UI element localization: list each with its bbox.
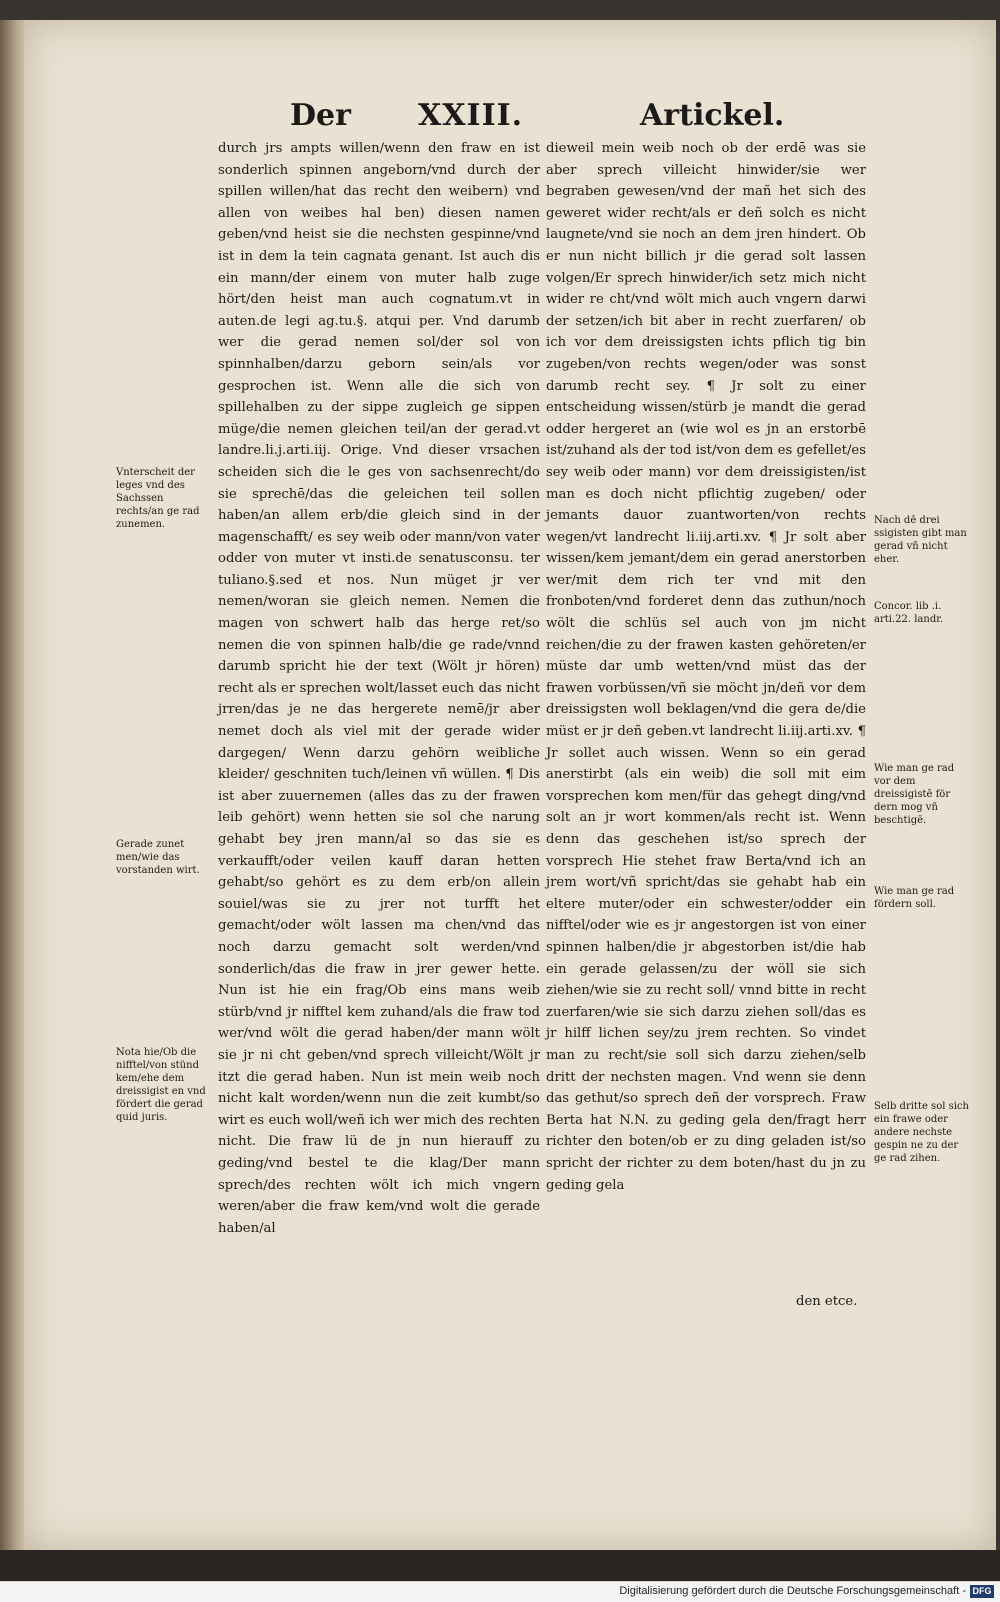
right-column-text: dieweil mein weib noch ob der erdē was sie aber sprech villeicht hinwider/sie wer begraben gewesen/vnd der mañ het sich des geweret wider recht/als er deñ solch es nicht laugnete/vnd sie noch an dem jren hindert. Ob er nun nicht billich jr die gerad solt lassen volgen/Er sprech hinwider/ich setz mich nicht wider re cht/vnd wölt mich auch vngern darwi der setzen/ich bit aber in recht zuerfaren/ ob ich vor dem dreissigsten ichts pflich tig bin zugeben/von rechts wegen/oder was sonst darumb recht sey. ¶ Jr solt zu einer entscheidung wissen/stürb je mandt die gerad odder hergeret an (wie wol es jn an erstorbē ist/zuhand als der tod ist/von dem es gefellet/es sey weib oder mann) vor dem dreissigisten/ist man es doch nicht pflichtig zugeben/ oder jemants dauor zuantworten/von rechts wegen/vt landrecht li.iij.arti.xv. ¶ Jr solt aber wissen/kem jemant/dem ein gerad anerstorben wer/mit dem rich ter vnd mit den fronboten/vnd forderet denn das zuthun/noch wölt die schlüs sel auch von jm nicht reichen/die zu der frawen kasten gehöreten/er müste dar umb wetten/vnd müst das der frawen vorbüssen/vñ sie möcht jn/deñ vor dem dreissigsten woll beklagen/vnd die gera de/die müst er jr deñ geben.vt landrecht li.iij.arti.xv. ¶ Jr sollet auch wissen. Wenn so ein gerad anerstirbt (als ein weib) die soll mit eim vorsprechen kom men/für das gehegt ding/vnd solt an jr wort kommen/als recht ist. Wenn denn das geschehen ist/so sprech der vorsprech Hie stehet fraw Berta/vnd ich an jrem wort/vñ spricht/das sie gehabt hab ein eltere muter/oder ein schwester/odder ein nifftel/oder wie es jr angestorgen ist von einer spinnen halben/die jr abgestorben ist/die hab ein gerade gelassen/zu der wöll sie sich ziehen/wie sie zu recht soll/ vnnd bitte in recht zuerfaren/wie sie sich darzu ziehen soll/das es jr hilff lichen sey/zu jrem rechten. So vindet man zu recht/sie soll sich darzu ziehen/selb dritt der nechsten magen. Vnd wenn sie denn das gethut/so sprech deñ der vorsprech. Fraw Berta hat N.N. zu geding gela den/fragt herr richter den boten/ob er zu ding geladen ist/so spricht der richter zu dem boten/hast du jn zu geding gela bbox=[546, 141, 866, 1193]
margin-note: Nach dē drei ssigisten gibt man gerad vñ nicht eher. bbox=[874, 515, 967, 565]
header-left: Der bbox=[290, 98, 351, 133]
header-right: Artickel. bbox=[640, 98, 785, 133]
margin-note: Wie man ge rad vor dem dreissigistē för dern mog vñ beschtigē. bbox=[874, 763, 955, 826]
left-column bbox=[218, 138, 540, 1239]
right-column bbox=[546, 138, 866, 1196]
catchword: den etce. bbox=[796, 1294, 858, 1309]
footer-bar bbox=[0, 1581, 1000, 1602]
margin-note: Gerade zunet men/wie das vorstanden wirt. bbox=[116, 839, 200, 876]
left-column-text: durch jrs ampts willen/wenn den fraw en ist sonderlich spinnen angeborn/vnd durch der spillen willen/hat das recht den weibern) vnd allen von weibes hal ben) diesen namen geben/vnd heist sie die nechsten gespinne/vnd ist in dem la tein cagnata genant. Ist auch dis ein mann/der einem von muter halb zuge hört/den heist man auch cognatum.vt in auten.de legi ag.tu.§. atqui per. Vnd darumb wer die gerad nemen sol/der sol von spinnhalben/darzu geborn sein/als vor gesprochen ist. Wenn alle die sich von spillehalben zu der sippe zugleich ge sippen müge/die nemen gleichen teil/an der gerad.vt landre.li.j.arti.iij. Orige. Vnd dieser vrsachen scheiden sich die le ges von sachsenrecht/do sie sprechē/das die geleichen teil sollen haben/an allem erb/die gleich sind in der magenschafft/ es sey weib oder mann/von vater odder von muter vt insti.de senatusconsu. ter tuliano.§.sed et nos. Nun müget jr ver nemen/woran sie gleich nemen. Nemen die magen von schwert halb das herge ret/so nemen die von spinnen halb/die ge rade/vnnd darumb spricht hie der text (Wölt jr hören) recht als er sprechen wolt/lasset euch das nicht jrren/das je ne das hergerete nemē/jr aber nemet doch als viel mit der gerade wider dargegen/ Wenn darzu gehörn weibliche kleider/ geschniten tuch/leinen vñ wüllen. ¶ Dis ist aber zuuernemen (alles das zu der frawen leib gehört) wenn hetten sie sol che narung gehabt bey jren mann/al so das sie es verkaufft/oder veilen kauff daran hetten gehabt/so gehört es zu dem erb/on allein souiel/was sie zu jrer not turfft het gemacht/oder wölt lassen ma chen/vnd das noch darzu gemacht solt werden/vnd sonderlich/das die fraw in jrer gewer hette. Nun ist hie ein frag/Ob eins mans weib stürb/vnd jr nifftel kem zuhand/als die fraw tod wer/vnd wölt die gerad haben/der mann wölt sie jr ni cht geben/vnd sprech villeicht/Wölt jr itzt die gerad haben. Nun ist mein weib noch nicht kalt worden/wenn nun die zeit kumbt/so wirt es euch woll/weñ ich wer mich des rechten nicht. Die fraw lü de jn nun hierauff zu geding/vnd bestel te die klag/Der mann sprech/des rechten wölt ich mich vngern weren/aber die fraw kem/vnd wolt die gerade haben/al bbox=[218, 141, 540, 1236]
margin-note: Wie man ge rad fördern soll. bbox=[874, 886, 955, 910]
footer-credit: Digitalisierung gefördert durch die Deutsche Forschungsgemeinschaft - bbox=[619, 1585, 966, 1597]
margin-note: Vnterscheit der leges vnd des Sachssen rechts/an ge rad zunemen. bbox=[116, 467, 200, 530]
dfg-logo: DFG bbox=[970, 1585, 994, 1598]
scan-background bbox=[0, 1550, 1000, 1581]
header-middle: XXIII. bbox=[418, 98, 524, 133]
margin-note: Concor. lib .i. arti.22. landr. bbox=[874, 601, 944, 625]
margin-note: Nota hie/Ob die nifftel/von stünd kem/ehe dem dreissigist en vnd fördert die gerad quid juris. bbox=[116, 1047, 206, 1123]
margin-note: Selb dritte sol sich ein frawe oder andere nechste gespin ne zu der ge rad zihen. bbox=[874, 1101, 969, 1164]
